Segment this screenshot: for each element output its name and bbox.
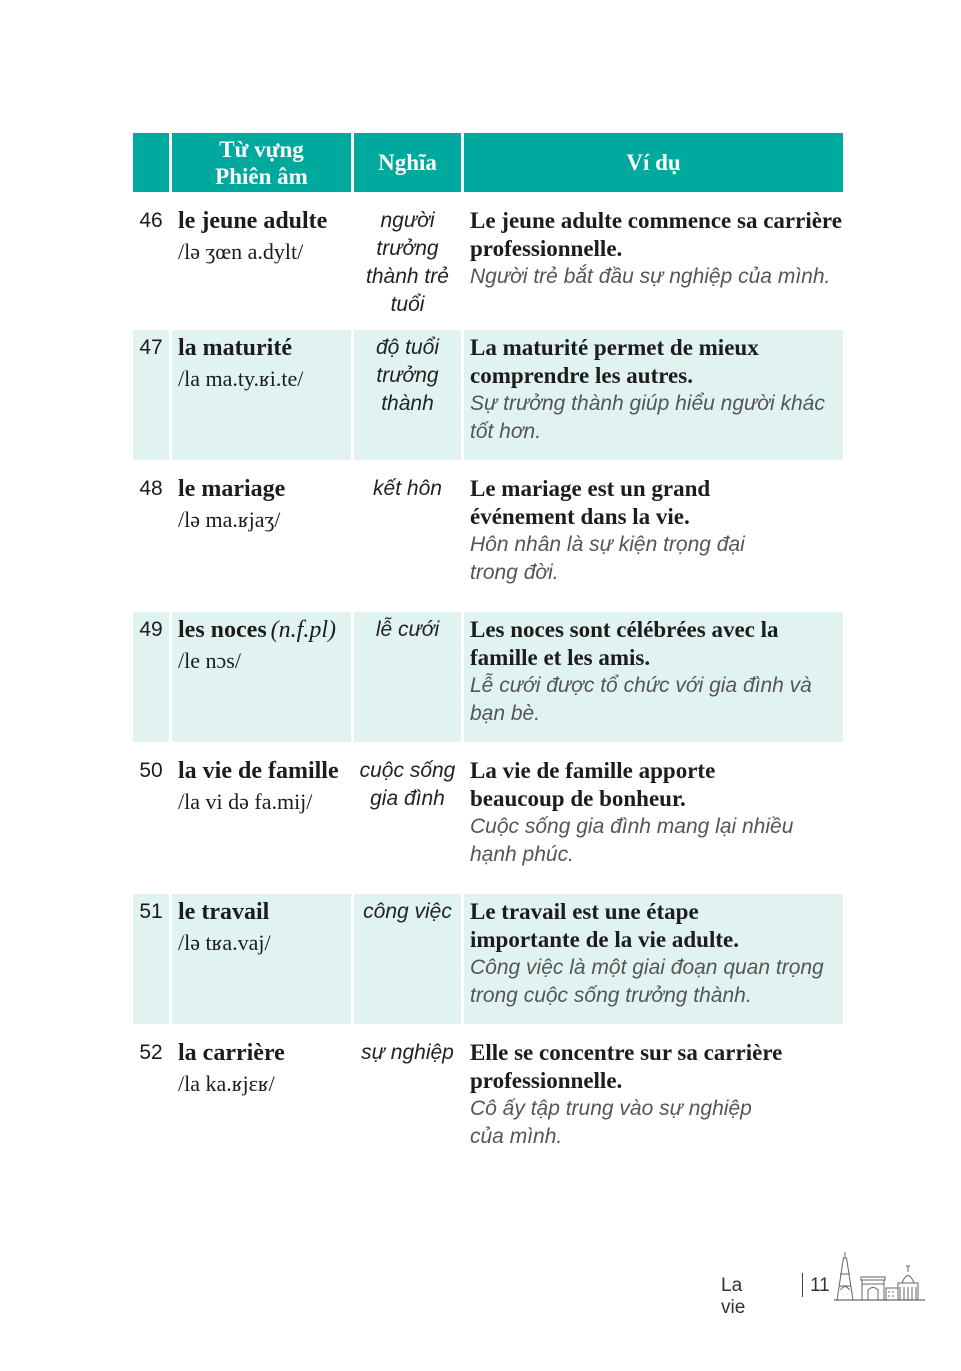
row-number: 48 [133,460,172,601]
row-number: 52 [133,1024,172,1165]
table-row [133,742,843,883]
row-word-cell [172,742,354,883]
row-example-fr: Le jeune adulte commence sa carrière professionnelle. [470,208,842,261]
row-word-cell [172,319,354,460]
row-word-cell [172,1024,354,1165]
row-part-of-speech: (n.f.pl) [270,617,336,643]
row-ipa: /lə ʒœn a.dylt/ [178,239,304,264]
row-example-vi: Cô ấy tập trung vào sự nghiệp của mình. [470,1097,752,1148]
row-example-cell [464,742,843,883]
row-example-vi: Sự trưởng thành giúp hiểu người khác tốt hơn. [470,392,825,443]
row-term: les noces [178,617,267,643]
footer-divider [802,1273,803,1297]
row-meaning: công việc [354,883,464,1024]
row-number: 51 [133,883,172,1024]
row-example-cell [464,192,843,319]
row-example-vi: Công việc là một giai đoạn quan trọng trong cuộc sống trưởng thành. [470,956,824,1007]
row-number: 46 [133,192,172,319]
row-example-fr: La maturité permet de mieux comprendre les autres. [470,335,759,388]
header-meaning-cell: Nghĩa [354,133,464,192]
header-vocab-cell [172,133,354,192]
row-meaning: người trưởng thành trẻ tuổi [354,192,464,319]
page-number: 11 [810,1275,830,1296]
row-meaning: cuộc sống gia đình [354,742,464,883]
header-example-cell: Ví dụ [464,133,843,192]
row-example-cell [464,319,843,460]
row-meaning: độ tuổi trưởng thành [354,319,464,460]
row-word-cell [172,192,354,319]
row-term: le travail [178,899,270,925]
row-term: la maturité [178,335,292,361]
row-term: la vie de famille [178,758,339,784]
row-ipa: /la vi də fa.mij/ [178,789,313,814]
row-example-vi: Cuộc sống gia đình mang lại nhiều hạnh phúc. [470,815,794,866]
row-term: le mariage [178,476,286,502]
row-ipa: /lə ma.ʁjaʒ/ [178,507,281,532]
row-term: la carrière [178,1040,285,1066]
row-word-cell [172,460,354,601]
row-ipa: /le nɔs/ [178,648,241,673]
header-phonetic-label: Phiên âm [215,163,308,189]
row-ipa: /lə tʁa.vaj/ [178,930,271,955]
paris-skyline-icon [832,1250,927,1305]
table-row [133,192,843,319]
row-ipa: /la ka.ʁjɛʁ/ [178,1071,275,1096]
table-row [133,883,843,1024]
row-example-cell [464,460,843,601]
row-example-vi: Hôn nhân là sự kiện trọng đại trong đời. [470,533,745,584]
row-example-fr: Les noces sont célébrées avec la famille et les amis. [470,617,779,670]
row-word-cell [172,601,354,742]
footer-chapter-title: La vie [721,1275,746,1318]
table-row [133,601,843,742]
table-row [133,460,843,601]
row-example-cell [464,883,843,1024]
row-number: 50 [133,742,172,883]
row-meaning: kết hôn [354,460,464,601]
row-example-fr: La vie de famille apporte beaucoup de bonheur. [470,758,716,811]
row-example-cell [464,601,843,742]
vocabulary-table [133,133,843,1165]
table-row [133,1024,843,1165]
row-example-vi: Người trẻ bắt đầu sự nghiệp của mình. [470,265,831,288]
row-number: 49 [133,601,172,742]
header-vocab-label: Từ vựng [219,136,304,162]
row-example-cell [464,1024,843,1165]
row-ipa: /la ma.ty.ʁi.te/ [178,366,304,391]
row-example-fr: Le travail est une étape importante de la vie adulte. [470,899,739,952]
table-row [133,319,843,460]
row-term: le jeune adulte [178,208,328,234]
table-header-row [133,133,843,192]
header-number-cell [133,133,172,192]
row-example-fr: Le mariage est un grand événement dans la vie. [470,476,711,529]
row-example-fr: Elle se concentre sur sa carrière professionnelle. [470,1040,783,1093]
row-meaning: lễ cưới [354,601,464,742]
row-number: 47 [133,319,172,460]
row-word-cell [172,883,354,1024]
row-meaning: sự nghiệp [354,1024,464,1165]
row-example-vi: Lễ cưới được tổ chức với gia đình và bạn bè. [470,674,812,725]
